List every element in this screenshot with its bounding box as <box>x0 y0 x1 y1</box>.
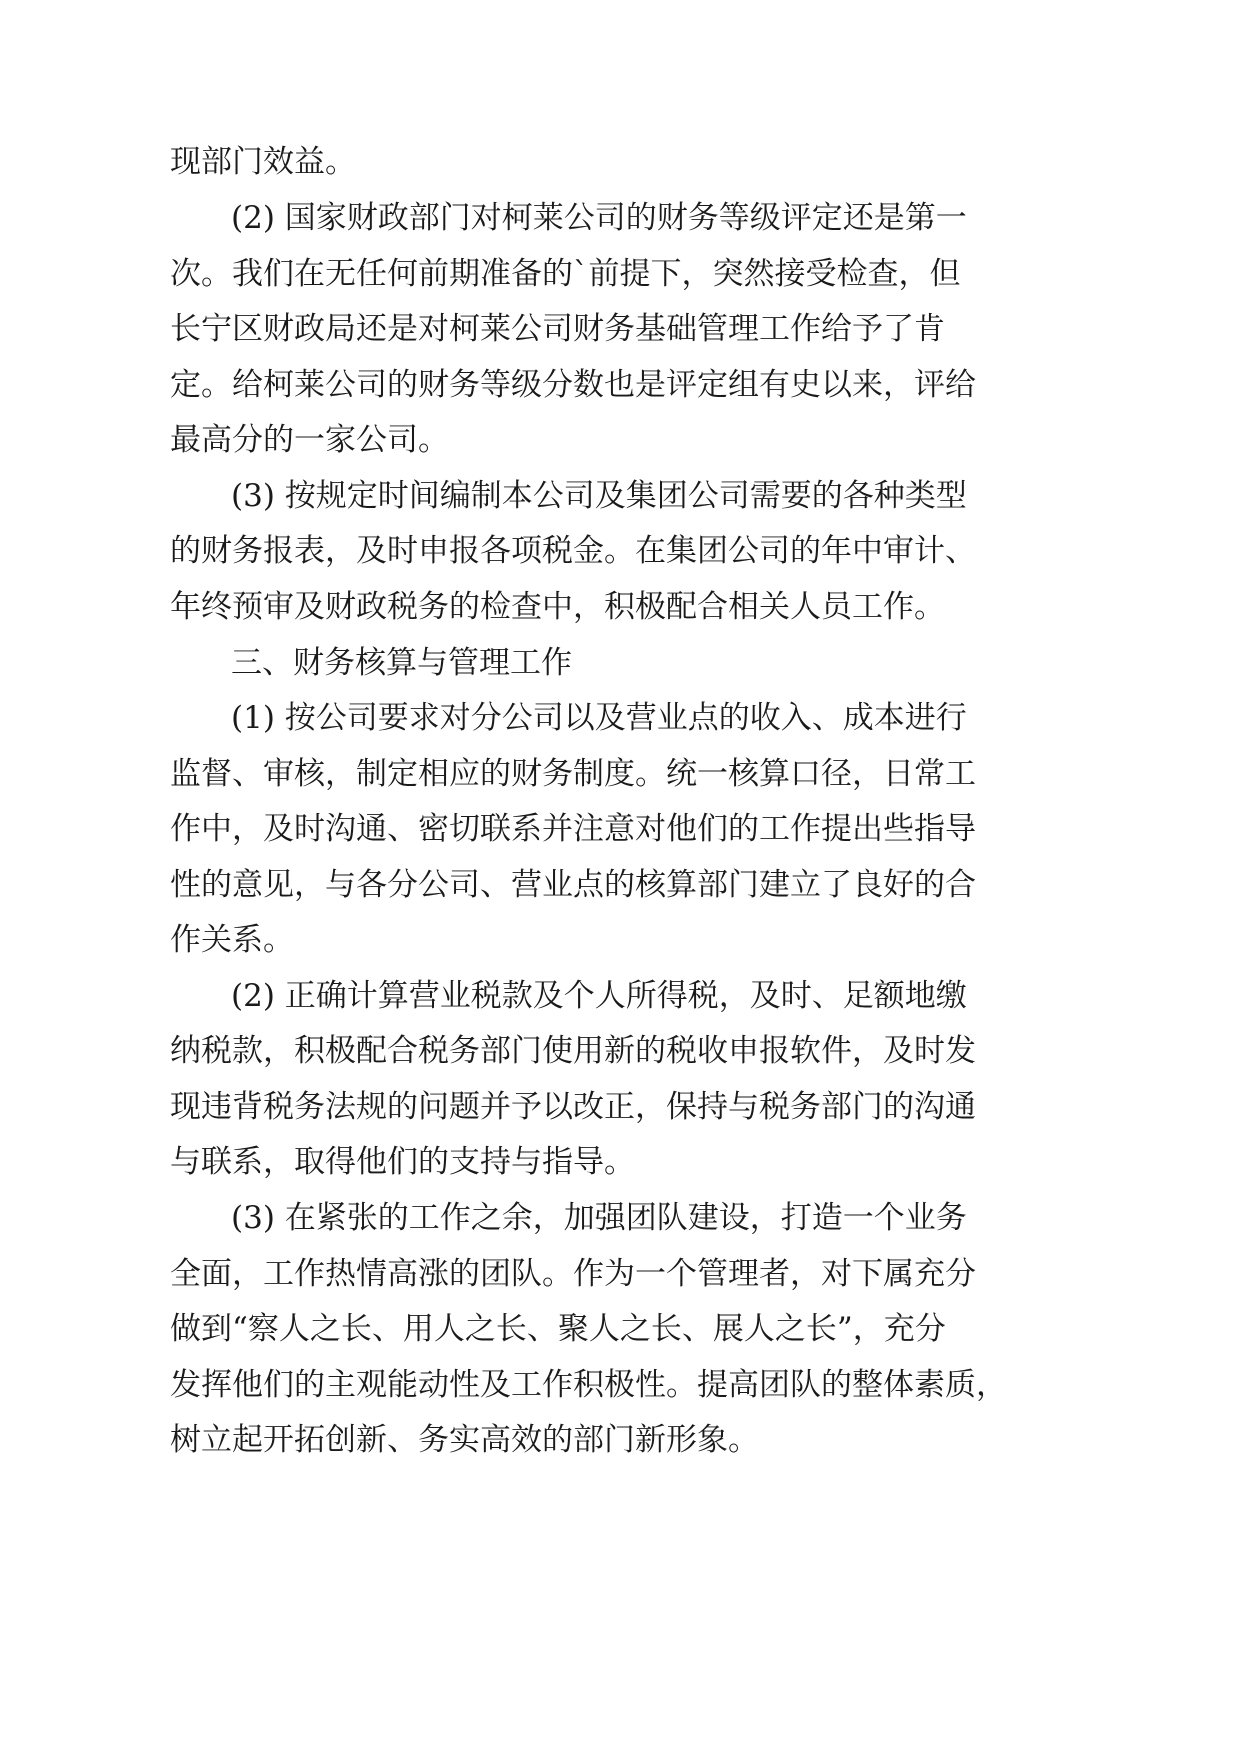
text-line: 次。我们在无任何前期准备的`前提下，突然接受检查，但 <box>170 256 961 292</box>
text-line: 作关系。 <box>170 922 294 958</box>
text-line: 定。给柯莱公司的财务等级分数也是评定组有史以来，评给 <box>170 367 976 403</box>
text-line: (2) 国家财政部门对柯莱公司的财务等级评定还是第一 <box>231 200 967 236</box>
section-heading: 三、财务核算与管理工作 <box>231 645 572 681</box>
text-line: 长宁区财政局还是对柯莱公司财务基础管理工作给予了肯 <box>170 311 945 347</box>
text-line: (3) 在紧张的工作之余，加强团队建设，打造一个业务 <box>231 1200 967 1236</box>
text-line: 现违背税务法规的问题并予以改正，保持与税务部门的沟通 <box>170 1089 976 1125</box>
text-line: 纳税款，积极配合税务部门使用新的税收申报软件，及时发 <box>170 1033 976 1069</box>
text-line: 现部门效益。 <box>170 144 356 180</box>
text-line: 性的意见，与各分公司、营业点的核算部门建立了良好的合 <box>170 867 976 903</box>
text-line: 做到“察人之长、用人之长、聚人之长、展人之长”，充分 <box>170 1311 946 1347</box>
text-line: 监督、审核，制定相应的财务制度。统一核算口径，日常工 <box>170 756 976 792</box>
text-line: 与联系，取得他们的支持与指导。 <box>170 1144 635 1180</box>
text-line: 年终预审及财政税务的检查中，积极配合相关人员工作。 <box>170 589 945 625</box>
text-line: (3) 按规定时间编制本公司及集团公司需要的各种类型 <box>231 478 967 514</box>
text-line: 发挥他们的主观能动性及工作积极性。提高团队的整体素质， <box>170 1367 1007 1403</box>
text-line: 作中，及时沟通、密切联系并注意对他们的工作提出些指导 <box>170 811 976 847</box>
text-line: 全面，工作热情高涨的团队。作为一个管理者，对下属充分 <box>170 1256 976 1292</box>
text-line: 最高分的一家公司。 <box>170 422 449 458</box>
text-line: 的财务报表，及时申报各项税金。在集团公司的年中审计、 <box>170 533 976 569</box>
text-line: (2) 正确计算营业税款及个人所得税，及时、足额地缴 <box>231 978 967 1014</box>
text-line: (1) 按公司要求对分公司以及营业点的收入、成本进行 <box>231 700 967 736</box>
text-line: 树立起开拓创新、务实高效的部门新形象。 <box>170 1422 759 1458</box>
